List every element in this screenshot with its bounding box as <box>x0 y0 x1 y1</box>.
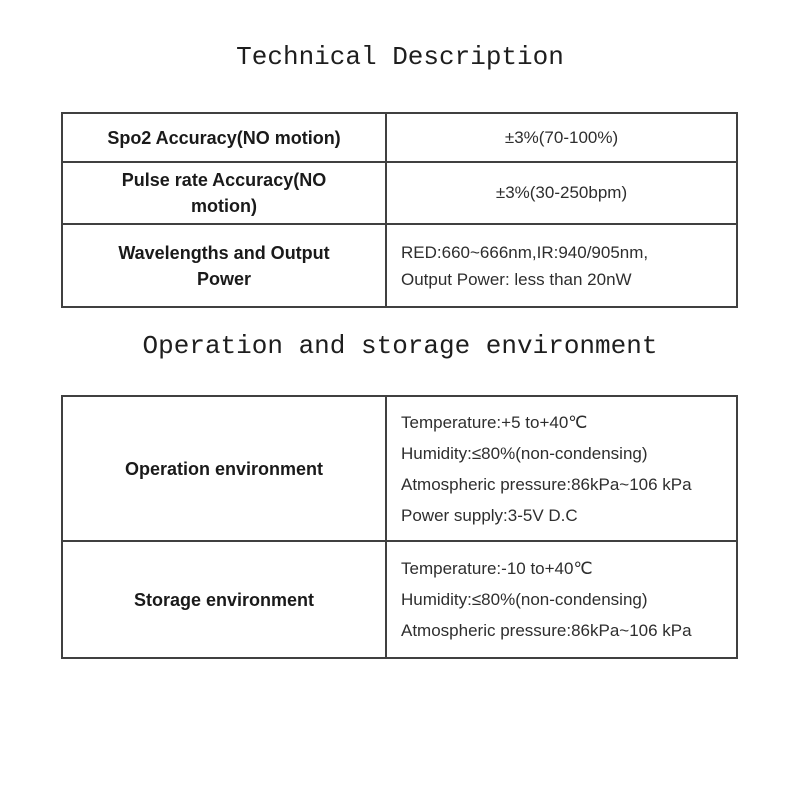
value-line: Atmospheric pressure:86kPa~106 kPa <box>401 474 692 494</box>
environment-table <box>61 395 738 659</box>
value-line: Power supply:3-5V D.C <box>401 505 578 525</box>
table-row <box>63 540 736 657</box>
value-line: Humidity:≤80%(non-condensing) <box>401 590 648 609</box>
table-row <box>63 223 736 306</box>
value-line: Humidity:≤80%(non-condensing) <box>401 443 648 463</box>
label-line: Wavelengths and Output <box>118 242 330 263</box>
value-line: Temperature:+5 to+40℃ <box>401 412 588 432</box>
label-line: Spo2 Accuracy(NO motion) <box>107 127 341 148</box>
value-line: Output Power: less than 20nW <box>401 269 632 289</box>
table-row <box>63 161 736 223</box>
label-line: Power <box>196 268 252 289</box>
main-title: Technical Description <box>236 42 564 72</box>
row-value-cell <box>385 114 736 161</box>
row-label-cell <box>63 225 385 306</box>
value-line: RED:660~666nm,IR:940/905nm, <box>401 242 649 262</box>
row-value-cell <box>385 225 736 306</box>
row-label-cell <box>63 397 385 540</box>
label-line: Operation environment <box>124 458 324 479</box>
row-value-cell <box>385 542 736 657</box>
row-label-cell <box>63 163 385 223</box>
value-line: Atmospheric pressure:86kPa~106 kPa <box>401 621 692 640</box>
label-line: Pulse rate Accuracy(NO <box>121 170 327 190</box>
row-value-cell <box>385 397 736 540</box>
label-line: Storage environment <box>133 589 315 610</box>
table-row <box>63 114 736 161</box>
table-row <box>63 397 736 540</box>
section-title: Operation and storage environment <box>142 331 658 361</box>
row-label-cell <box>63 542 385 657</box>
label-line: motion) <box>191 196 257 216</box>
value-line: ±3%(70-100%) <box>504 127 619 147</box>
spec-table <box>61 112 738 308</box>
value-line: Temperature:-10 to+40℃ <box>401 559 593 578</box>
row-value-cell <box>385 163 736 223</box>
row-label-cell <box>63 114 385 161</box>
value-line: ±3%(30-250bpm) <box>495 183 628 202</box>
